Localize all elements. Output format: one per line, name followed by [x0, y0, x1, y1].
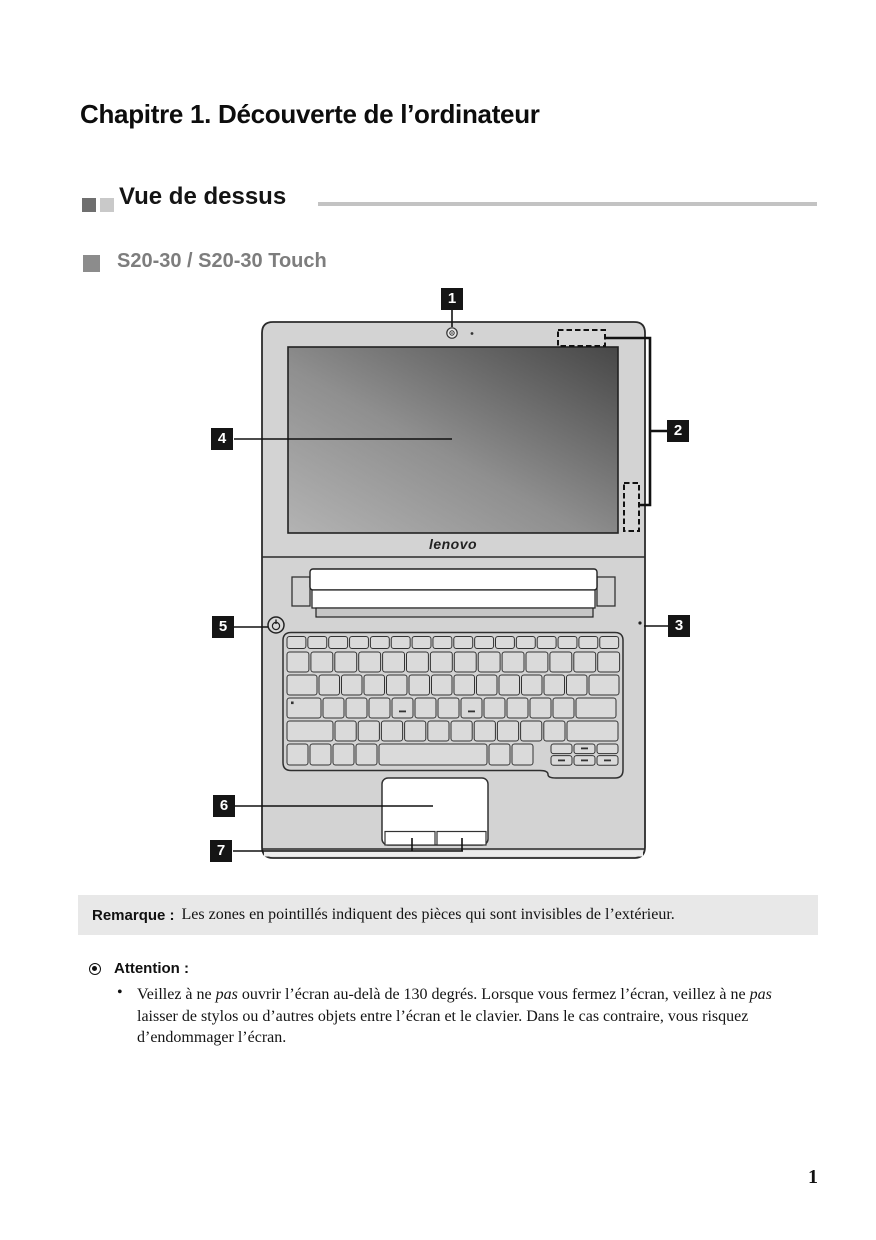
lenovo-logo: lenovo: [428, 536, 478, 552]
touchpad-left-button: [385, 832, 435, 846]
callout-3: 3: [668, 615, 690, 637]
callout-5: 5: [212, 616, 234, 638]
antenna-dashed-box-side: [624, 483, 639, 531]
attention-bullet-icon: •: [117, 984, 123, 1001]
section-title: Vue de dessus: [119, 183, 287, 210]
callout-1: 1: [441, 288, 463, 310]
camera-icon: [447, 328, 457, 338]
callout-6: 6: [213, 795, 235, 817]
attention-label: Attention :: [114, 960, 189, 977]
section-bullet-light-icon: [100, 198, 114, 212]
section-rule: [318, 202, 817, 206]
callout-7: 7: [210, 840, 232, 862]
hinge: [292, 569, 615, 617]
microphone-icon: [638, 621, 641, 624]
page-number: 1: [808, 1166, 818, 1188]
antenna-dashed-box-top: [558, 330, 605, 346]
display-screen: [288, 347, 618, 533]
camera-indicator-dot: [471, 332, 474, 335]
subsection-title: S20-30 / S20-30 Touch: [117, 250, 327, 272]
touchpad: [382, 778, 488, 845]
attention-text: Veillez à ne pas ouvrir l’écran au-delà de 130 degrés. Lorsque vous fermez l’écran, veillez à ne pas laisser de stylos ou d’autres objets entre l’écran et le clavier. Dans le cas contraire, vous risquez d’endommager l’écran.: [137, 986, 772, 1046]
note-box: [78, 895, 818, 935]
attention-icon: [89, 963, 101, 975]
callout-4: 4: [211, 428, 233, 450]
chapter-title: Chapitre 1. Découverte de l’ordinateur: [80, 99, 540, 130]
section-bullet-dark-icon: [82, 198, 96, 212]
note-label: Remarque :: [92, 906, 175, 924]
power-button-icon: [268, 617, 284, 633]
note-text: Les zones en pointillés indiquent des pièces qui sont invisibles de l’extérieur.: [181, 906, 675, 923]
laptop-diagram: [200, 282, 700, 867]
callout-2: 2: [667, 420, 689, 442]
subsection-bullet-icon: [83, 255, 100, 272]
